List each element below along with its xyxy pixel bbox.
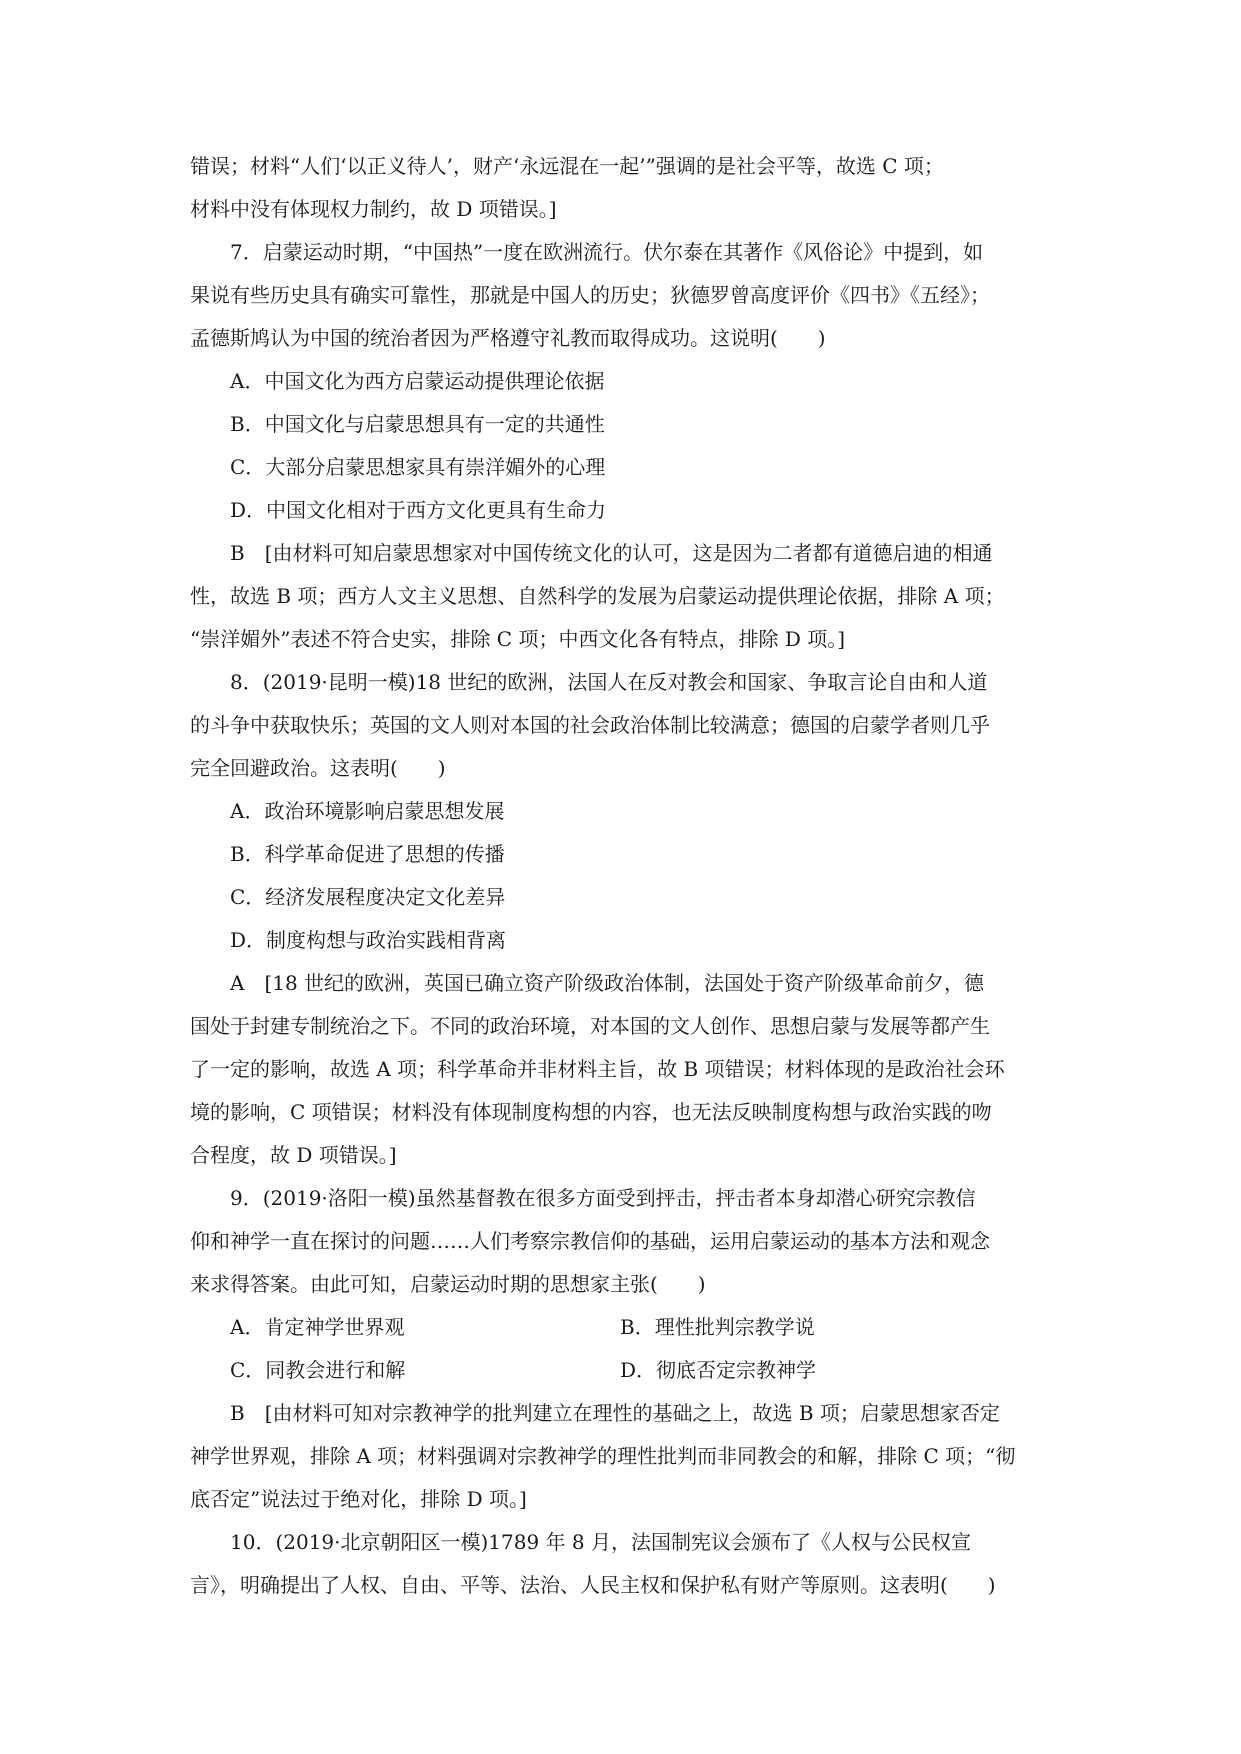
question-stem-line: 的斗争中获取快乐；英国的文人则对本国的社会政治体制比较满意；德国的启蒙学者则几乎 [190, 713, 990, 737]
option-b: B．理性批判宗教学说 [620, 1315, 815, 1339]
answer-line: “崇洋媚外”表述不符合史实，排除 C 项；中西文化各有特点，排除 D 项。] [190, 627, 846, 651]
question-stem-line: 9．(2019·洛阳一模)虽然基督教在很多方面受到抨击，抨击者本身却潜心研究宗教信 [230, 1186, 976, 1210]
answer-line: 底否定”说法过于绝对化，排除 D 项。] [190, 1487, 527, 1511]
question-stem-line: 果说有些历史具有确实可靠性，那就是中国人的历史；狄德罗曾高度评价《四书》《五经》； [190, 283, 990, 307]
option-b: B．中国文化与启蒙思想具有一定的共通性 [230, 412, 605, 436]
option-c: C．经济发展程度决定文化差异 [230, 885, 506, 909]
option-c: C．同教会进行和解 [230, 1358, 406, 1382]
question-9 [190, 1177, 1060, 1521]
option-c: C．大部分启蒙思想家具有崇洋媚外的心理 [230, 455, 606, 479]
answer-line: B [由材料可知对宗教神学的批判建立在理性的基础之上，故选 B 项；启蒙思想家否定 [230, 1401, 1000, 1425]
option-d: D．制度构想与政治实践相背离 [230, 928, 507, 952]
question-7 [190, 231, 1060, 661]
option-a: A．中国文化为西方启蒙运动提供理论依据 [230, 369, 605, 393]
document-content [190, 145, 1060, 1607]
answer-line: 国处于封建专制统治之下。不同的政治环境，对本国的文人创作、思想启蒙与发展等都产生 [190, 1014, 990, 1038]
answer-line: 性，故选 B 项；西方人文主义思想、自然科学的发展为启蒙运动提供理论依据，排除 A 项； [190, 584, 1005, 608]
option-row [190, 1349, 1060, 1392]
answer-line: 材料中没有体现权力制约，故 D 项错误。] [190, 197, 557, 221]
question-stem-line: 孟德斯鸠认为中国的统治者因为严格遵守礼教而取得成功。这说明( ) [190, 326, 826, 350]
option-d: D．彻底否定宗教神学 [620, 1358, 817, 1382]
option-d: D．中国文化相对于西方文化更具有生命力 [230, 498, 607, 522]
question-stem-line: 言》，明确提出了人权、自由、平等、法治、人民主权和保护私有财产等原则。这表明( ) [190, 1573, 996, 1597]
question-stem-line: 来求得答案。由此可知，启蒙运动时期的思想家主张( ) [190, 1272, 706, 1296]
question-stem-line: 完全回避政治。这表明( ) [190, 756, 446, 780]
answer-line: B [由材料可知启蒙思想家对中国传统文化的认可，这是因为二者都有道德启迪的相通 [230, 541, 993, 565]
answer-line: 了一定的影响，故选 A 项；科学革命并非材料主旨，故 B 项错误；材料体现的是政治社会环 [190, 1057, 1005, 1081]
option-a: A．政治环境影响启蒙思想发展 [230, 799, 505, 823]
question-stem-line: 10．(2019·北京朝阳区一模)1789 年 8 月，法国制宪议会颁布了《人权与公民权宣 [230, 1530, 972, 1554]
option-b: B．科学革命促进了思想的传播 [230, 842, 505, 866]
question-stem-line: 7．启蒙运动时期，“中国热”一度在欧洲流行。伏尔泰在其著作《风俗论》中提到，如 [230, 240, 984, 264]
answer-line: 境的影响，C 项错误；材料没有体现制度构想的内容，也无法反映制度构想与政治实践的吻 [190, 1100, 992, 1124]
question-10 [190, 1521, 1060, 1607]
answer-line: 神学世界观，排除 A 项；材料强调对宗教神学的理性批判而非同教会的和解，排除 C 项；“彻 [190, 1444, 1016, 1468]
answer-line: 错误；材料“人们‘以正义待人’，财产‘永远混在一起’”强调的是社会平等，故选 C 项； [190, 154, 944, 178]
option-row [190, 1306, 1060, 1349]
question-stem-line: 仰和神学一直在探讨的问题……人们考察宗教信仰的基础，运用启蒙运动的基本方法和观念 [190, 1229, 990, 1253]
answer-line: 合程度，故 D 项错误。] [190, 1143, 397, 1167]
question-stem-line: 8．(2019·昆明一模)18 世纪的欧洲，法国人在反对教会和国家、争取言论自由和人道 [230, 670, 988, 694]
answer-line: A [18 世纪的欧洲，英国已确立资产阶级政治体制，法国处于资产阶级革命前夕，德 [230, 971, 985, 995]
question-8 [190, 661, 1060, 1177]
option-a: A．肯定神学世界观 [230, 1315, 405, 1339]
